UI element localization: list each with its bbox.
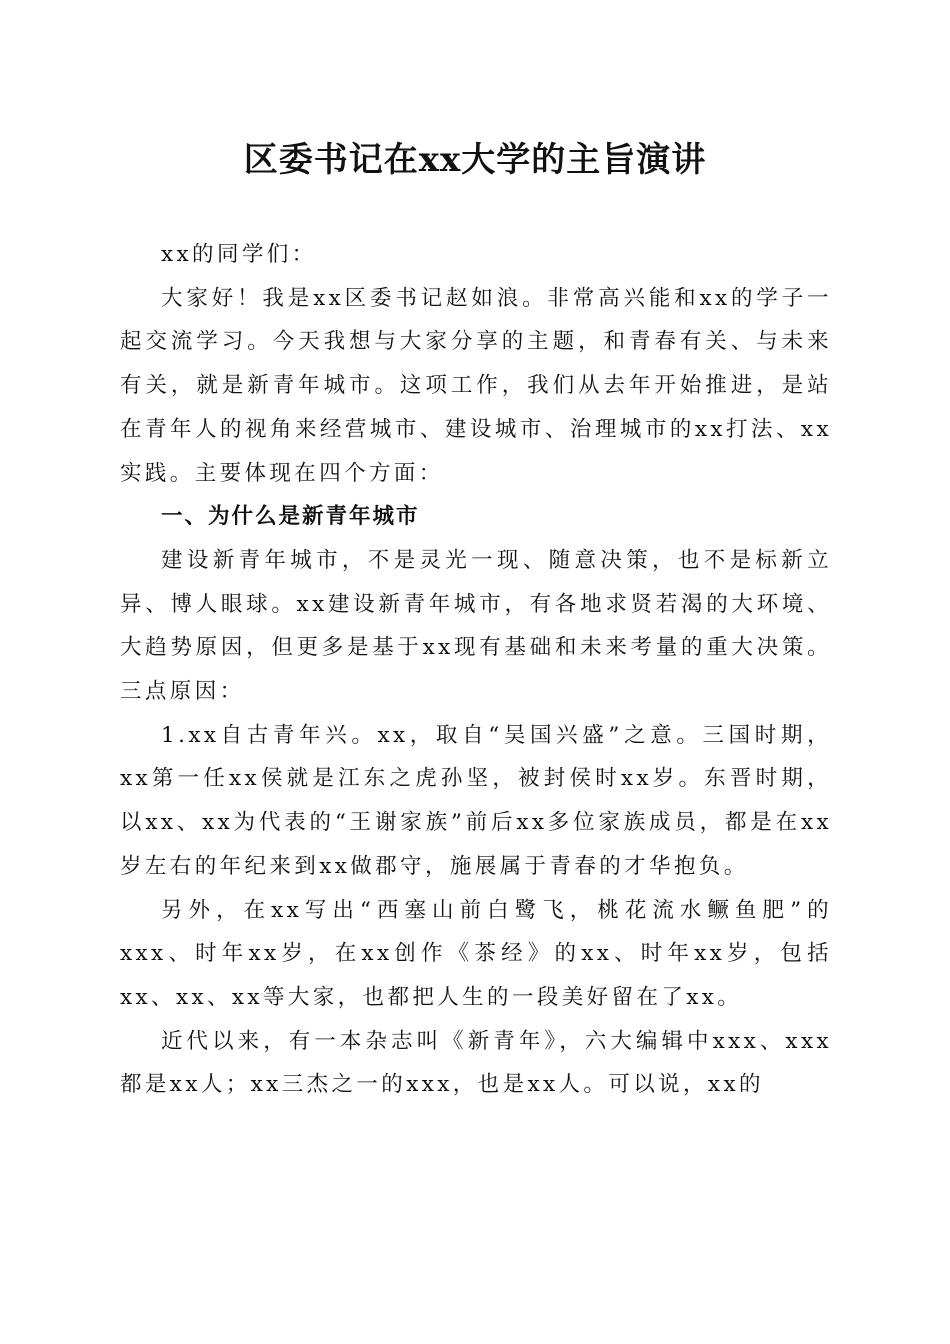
salutation: xx的同学们： [161, 242, 317, 267]
body-paragraph: 1.xx自古青年兴。xx，取自“吴国兴盛”之意。三国时期，xx第一任xx侯就是江东之虎孙坚，被封侯时xx岁。东晋时期，以xx、xx为代表的“王谢家族”前后xx多位家族成员，都是在xx岁左右的年纪来到xx做郡守，施展属于青春的才华抱负。 [120, 722, 832, 879]
document-title: 区委书记在xx大学的主旨演讲 [243, 140, 707, 180]
document-body [120, 233, 832, 1107]
body-paragraph: 另外，在xx写出“西塞山前白鹭飞，桃花流水鳜鱼肥”的xxx、时年xx岁，在xx创作《茶经》的xx、时年xx岁，包括xx、xx、xx等大家，也都把人生的一段美好留在了xx。 [120, 897, 832, 1010]
body-paragraph: 近代以来，有一本杂志叫《新青年》，六大编辑中xxx、xxx都是xx人；xx三杰之一的xxx，也是xx人。可以说，xx的 [120, 1028, 832, 1098]
body-paragraph: 建设新青年城市，不是灵光一现、随意决策，也不是标新立异、博人眼球。xx建设新青年城市，有各地求贤若渴的大环境、大趋势原因，但更多是基于xx现有基础和未来考量的重大决策。三点原因： [120, 547, 832, 705]
section-heading: 一、为什么是新青年城市 [161, 504, 420, 530]
intro-paragraph: 大家好！我是xx区委书记赵如浪。非常高兴能和xx的学子一起交流学习。今天我想与大家分享的主题，和青春有关、与未来有关，就是新青年城市。这项工作，我们从去年开始推进，是站在青年人的视角来经营城市、建设城市、治理城市的xx打法、xx实践。主要体现在四个方面： [120, 285, 832, 486]
